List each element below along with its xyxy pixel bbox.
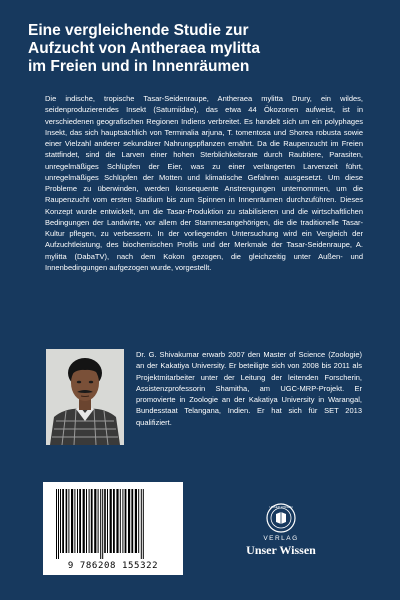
title-line: im Freien und in Innenräumen — [28, 58, 250, 75]
barcode-bar — [56, 489, 57, 559]
author-photo — [46, 349, 124, 445]
barcode-bar — [91, 489, 93, 553]
barcode-bar — [120, 489, 121, 553]
barcode-bar — [74, 489, 75, 553]
barcode-bar — [58, 489, 59, 559]
barcode-bar — [77, 489, 78, 553]
book-title — [28, 22, 378, 76]
barcode-bar — [138, 489, 139, 553]
publisher-logo — [226, 503, 336, 558]
barcode-bar — [104, 489, 106, 553]
emblem-ring-text: UNSER WISSEN — [269, 505, 293, 510]
isbn-barcode — [43, 482, 183, 575]
barcode-bar — [62, 489, 64, 553]
publisher-name: Unser Wissen — [246, 543, 316, 557]
publisher-label: VERLAG — [263, 535, 299, 542]
title-line: Aufzucht von Antheraea mylitta — [28, 40, 260, 57]
title-line: Eine vergleichende Studie zur — [28, 22, 249, 39]
book-description: Die indische, tropische Tasar-Seidenraupe, Antheraea mylitta Drury, ein wildes, seidenproduzierendes Insekt (Saturniidae), das etwa 44 Ökozonen aufweist, ist in verschiedenen geografischen Regionen Indiens verbreitet. Es handelt sich um ein polyphages Insekt, das sich hauptsächlich von Terminalia arjuna, T. tomentosa und Shorea robusta sowie einer Vielzahl anderer sekundärer Nahrungspflanzen ernährt. Da die Raupenzucht im Freien stattfindet, sind die Larven einer hohen Sterblichkeitsrate durch Raubtiere, Parasiten, unregelmäßiges Schlüpfen der Eier, was zu einer verlängerten Larvenzeit führt, unregelmäßiges Schlüpfen der Motten und klimatische Gefahren ausgesetzt. Um diese Probleme zu überwinden, werden konsequente Anstrengungen unternommen, um die Raupenzucht vom ersten Stadium bis zum Spinnen in Innenräumen durchzuführen. Dieses Konzept wurde entwickelt, um die Tasar-Produktion zu stabilisieren und die wirtschaftlichen Bedingungen der Landwirte, vor allem der Stammesangehörigen, die die traditionelle Tasar-Kultur pflegen, zu verbessern. In der vorliegenden Untersuchung wird ein Vergleich der Aufzuchtleistung, des biochemischen Profils und der Merkmale der Tasar-Seidenraupe, A. mylitta (DabaTV), nach dem Kokon gezogen, die gleichzeitig unter Außen- und Innenbedingungen aufgezogen wurde, vorgestellt. — [45, 94, 363, 272]
barcode-bar — [83, 489, 85, 553]
barcode-bar — [113, 489, 115, 553]
barcode-bar — [107, 489, 108, 553]
barcode-bar — [98, 489, 99, 553]
barcode-bar — [110, 489, 112, 553]
author-biography: Dr. G. Shivakumar erwarb 2007 den Master of Science (Zoologie) an der Kakatiya University. Er beteiligte sich von 2008 bis 2011 als Projektmitarbeiter unter der Leitung der leitenden Forscherin, Assistenzprofessorin Shamitha, am UGC-MRP-Projekt. Er promovierte in Zoologie an der Kakatiya University in Warangal, Bundesstaat Telangana, Indien. Er hat sich für SET 2013 qualifiziert. — [136, 350, 362, 427]
barcode-bar — [86, 489, 87, 553]
barcode-bar — [94, 489, 96, 553]
author-portrait-image — [46, 349, 124, 445]
barcode-bar — [141, 489, 142, 559]
barcode-bar — [131, 489, 133, 553]
barcode-bar — [135, 489, 137, 553]
barcode-bar — [71, 489, 73, 553]
barcode-bar — [125, 489, 127, 553]
barcode-bar — [79, 489, 81, 553]
barcode-bar — [102, 489, 103, 559]
barcode-bar — [60, 489, 61, 553]
barcode-bar — [66, 489, 68, 553]
barcode-bar — [100, 489, 101, 559]
barcode-bar — [128, 489, 130, 553]
barcode-bar — [68, 489, 69, 553]
barcode-bar — [116, 489, 118, 553]
barcode-bar — [122, 489, 123, 553]
publisher-emblem-icon — [266, 503, 296, 533]
barcode-bars — [54, 489, 172, 559]
barcode-bar — [89, 489, 90, 553]
isbn-number: 9 786208 155322 — [67, 561, 159, 571]
barcode-bar — [143, 489, 144, 559]
